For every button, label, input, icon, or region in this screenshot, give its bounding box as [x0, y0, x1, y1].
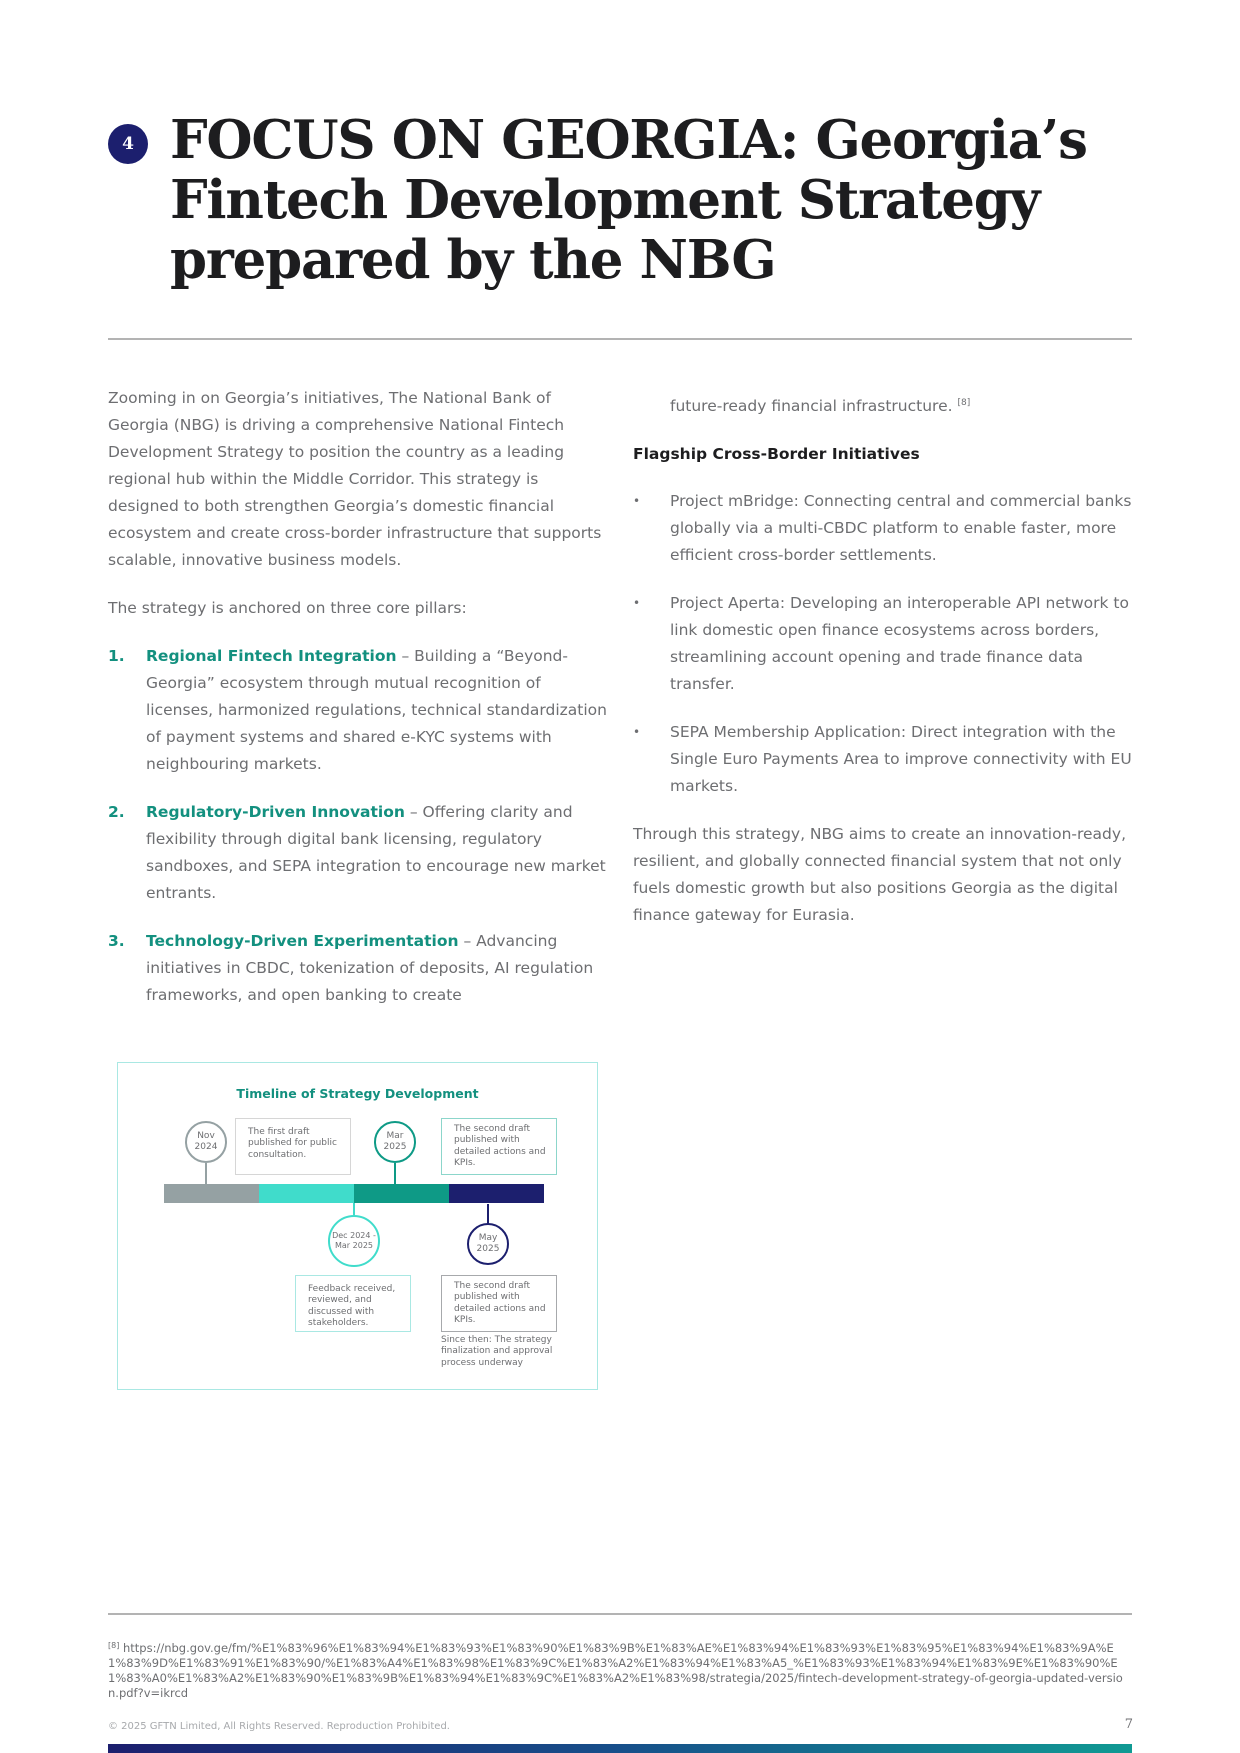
- bullet-icon: •: [633, 494, 641, 508]
- bullet-icon: •: [633, 596, 641, 610]
- pillar-term: Regional Fintech Integration: [146, 647, 397, 665]
- footnote-reference[interactable]: [8]: [957, 398, 971, 408]
- milestone-connector: [353, 1203, 355, 1215]
- milestone-description: The second draft published with detailed actions and KPIs.: [441, 1275, 557, 1332]
- milestone-description: The second draft published with detailed actions and KPIs.: [441, 1118, 557, 1175]
- footnote-link[interactable]: https://nbg.gov.ge/fm/%E1%83%96%E1%83%94%E1%83%93%E1%83%90%E1%83%9B%E1%83%AE%E1%83%94%E1%83%93%E1%83%95%E1%83%94%E1%83%9A%E1%83%9D%E1%83%91%E1%83%90/%E1%83%A4%E1%83%98%E1%83%9C%E1%83%A2%E1%83%94%E1%83%A5_%E1%83%93%E1%83%94%E1%83%9E%E1%83%90%E1%83%A0%E1%83%A2%E1%83%90%E1%83%9B%E1%83%94%E1%83%9C%E1%83%A2%E1%83%98/strategia/2025/fintech-development-strategy-of-georgia-updated-version.pdf?v=ikrcd: [108, 1641, 1123, 1700]
- footer-divider: [108, 1613, 1132, 1615]
- initiative-text: SEPA Membership Application: Direct integration with the Single Euro Payments Area to improve connectivity with EU markets.: [670, 723, 1132, 795]
- pillar-item: [108, 928, 608, 1009]
- pillar-number: 1.: [108, 647, 125, 665]
- bullet-icon: •: [633, 725, 641, 739]
- timeline-segment-dec-mar: [259, 1184, 354, 1203]
- pillar-item: [108, 643, 608, 778]
- pillars-intro: The strategy is anchored on three core pillars:: [108, 599, 467, 617]
- timeline-segment-mar-2025: [354, 1184, 449, 1203]
- initiatives-heading: Flagship Cross-Border Initiatives: [633, 445, 920, 463]
- timeline-note: Since then: The strategy finalization and approval process underway: [441, 1335, 553, 1368]
- timeline-segment-may-2025: [449, 1184, 544, 1203]
- milestone-date-mar-2025: Mar 2025: [374, 1121, 416, 1163]
- conclusion-paragraph: Through this strategy, NBG aims to create an innovation-ready, resilient, and globally connected financial system that not only fuels domestic growth but also positions Georgia as the digital finance gateway for Eurasia.: [633, 825, 1126, 924]
- left-column: [108, 385, 608, 1030]
- copyright-notice: © 2025 GFTN Limited, All Rights Reserved. Reproduction Prohibited.: [108, 1721, 450, 1732]
- initiative-item: [633, 719, 1135, 800]
- footnote-marker: [8]: [108, 1641, 120, 1650]
- pillar-term: Technology-Driven Experimentation: [146, 932, 459, 950]
- pillar-text: – Advancing initiatives in CBDC, tokenization of deposits, AI regulation frameworks, and open banking to create: [146, 932, 594, 1004]
- pillar-number: 3.: [108, 932, 125, 950]
- page-number: 7: [1124, 1717, 1133, 1732]
- milestone-description: Feedback received, reviewed, and discussed with stakeholders.: [295, 1275, 411, 1332]
- milestone-connector: [394, 1163, 396, 1184]
- milestone-date-nov-2024: Nov 2024: [185, 1121, 227, 1163]
- milestone-connector: [205, 1163, 207, 1184]
- header-divider: [108, 338, 1132, 340]
- timeline-segment-nov-2024: [164, 1184, 259, 1203]
- milestone-connector: [487, 1204, 489, 1224]
- pillar-text: – Offering clarity and flexibility through digital bank licensing, regulatory sandboxes, and SEPA integration to encourage new market entrants.: [146, 803, 606, 902]
- pillar-number: 2.: [108, 803, 125, 821]
- right-column: [633, 390, 1135, 950]
- pillar-item: [108, 799, 608, 907]
- timeline-diagram: [117, 1062, 598, 1390]
- pillar-term: Regulatory-Driven Innovation: [146, 803, 405, 821]
- intro-paragraph: Zooming in on Georgia’s initiatives, The National Bank of Georgia (NBG) is driving a comprehensive National Fintech Development Strategy to position the country as a leading regional hub within the Middle Corridor. This strategy is designed to both strengthen Georgia’s domestic financial ecosystem and create cross-border infrastructure that supports scalable, innovative business models.: [108, 389, 602, 569]
- page-title: FOCUS ON GEORGIA: Georgia’s Fintech Development Strategy prepared by the NBG: [170, 109, 1087, 291]
- initiative-text: Project Aperta: Developing an interoperable API network to link domestic open finance ecosystems across borders, streamlining account opening and trade finance data transfer.: [670, 594, 1129, 693]
- section-number-badge: 4: [108, 124, 148, 164]
- initiative-item: [633, 488, 1135, 569]
- brand-gradient-bar: [108, 1744, 1132, 1753]
- milestone-date-dec-mar: Dec 2024 - Mar 2025: [328, 1215, 380, 1267]
- timeline-title: Timeline of Strategy Development: [236, 1086, 479, 1101]
- milestone-date-may-2025: May 2025: [467, 1223, 509, 1265]
- pillar-text: – Building a “Beyond-Georgia” ecosystem through mutual recognition of licenses, harmonized regulations, technical standardization of payment systems and shared e-KYC systems with neighbouring markets.: [146, 647, 607, 773]
- footnote: [108, 1638, 1128, 1701]
- pillar-continuation: [633, 390, 1135, 420]
- milestone-description: The first draft published for public consultation.: [235, 1118, 351, 1175]
- initiative-item: [633, 590, 1135, 698]
- continuation-text: future-ready financial infrastructure.: [670, 397, 953, 415]
- initiative-text: Project mBridge: Connecting central and commercial banks globally via a multi-CBDC platform to enable faster, more efficient cross-border settlements.: [670, 492, 1132, 564]
